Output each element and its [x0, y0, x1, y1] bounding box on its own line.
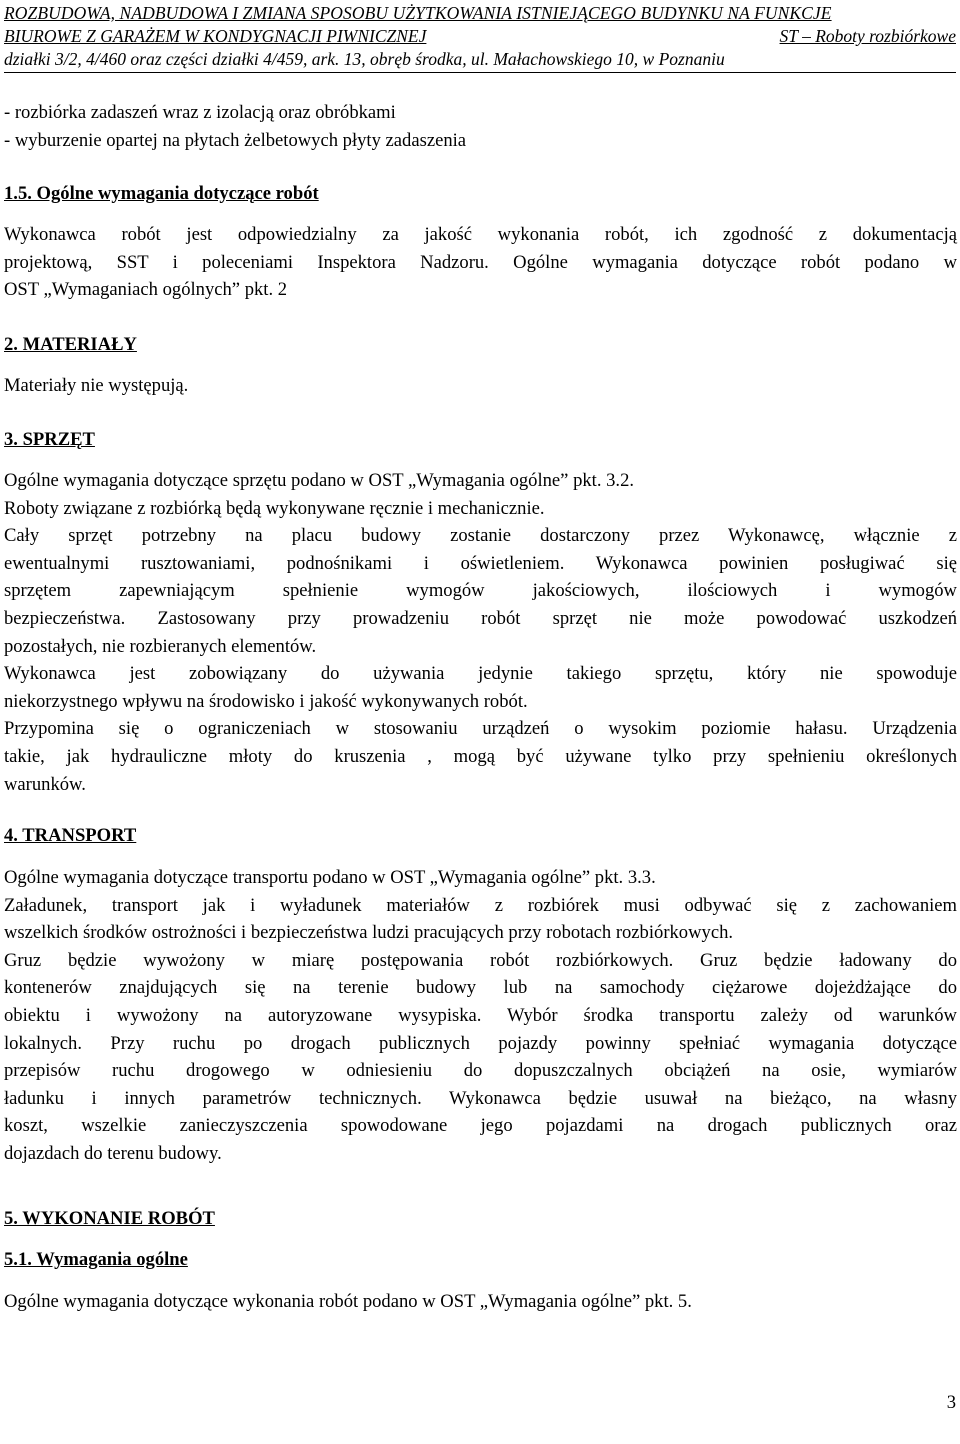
paragraph-line: lokalnych. Przy ruchu po drogach publicznych pojazdy powinny spełniać wymagania dotyczące: [4, 1032, 957, 1054]
paragraph-line: wszelkich środków ostrożności i bezpieczeństwa ludzi pracujących przy robotach rozbiórkowych.: [4, 922, 734, 944]
paragraph-line: Ogólne wymagania dotyczące wykonania robót podano w OST „Wymagania ogólne” pkt. 5.: [4, 1291, 692, 1312]
paragraph-line: sprzętem zapewniającym spełnienie wymogów jakościowych, ilościowych i wymogów: [4, 580, 957, 602]
paragraph-line: Ogólne wymagania dotyczące sprzętu podano w OST „Wymagania ogólne” pkt. 3.2.: [4, 470, 635, 491]
section-3-body: [4, 467, 957, 798]
paragraph-line: obiektu i wywożony na autoryzowane wysypiska. Wybór środka transportu zależy od warunków: [4, 1004, 957, 1026]
paragraph-line: Gruz będzie wywożony w miarę postępowania robót rozbiórkowych. Gruz będzie ładowany do: [4, 949, 957, 971]
paragraph-line: OST „Wymaganiach ogólnych” pkt. 2: [4, 279, 288, 301]
header-project-title: ROZBUDOWA, NADBUDOWA I ZMIANA SPOSOBU UŻYTKOWANIA ISTNIEJĄCEGO BUDYNKU NA FUNKCJE: [4, 3, 832, 23]
paragraph-line: pozostałych, nie rozbieranych elementów.: [4, 635, 317, 657]
list-item: - rozbiórka zadaszeń wraz z izolacją oraz obróbkami: [4, 102, 396, 123]
header-project-subtitle: BIUROWE Z GARAŻEM W KONDYGNACJI PIWNICZNEJ: [4, 26, 427, 46]
section-heading: 4. TRANSPORT: [4, 825, 137, 846]
header-location: działki 3/2, 4/460 oraz części działki 4/459, ark. 13, obręb środka, ul. Małachowskiego 10, w Poznaniu: [4, 49, 725, 69]
paragraph-line: warunków.: [4, 773, 86, 795]
list-item: - wyburzenie opartej na płytach żelbetowych płyty zadaszenia: [4, 129, 467, 151]
header-spec-name: ST – Roboty rozbiórkowe: [779, 26, 956, 46]
section-2-body: [4, 372, 957, 400]
paragraph-line: ładunku i innych parametrów technicznych. Wykonawca będzie usuwał na bieżąco, na własny: [4, 1087, 957, 1109]
demolition-list: [4, 99, 957, 154]
section-3: [4, 426, 957, 454]
header-line-2: [4, 25, 956, 47]
paragraph-line: Przypomina się o ograniczeniach w stosowaniu urządzeń o wysokim poziomie hałasu. Urządzenia: [4, 718, 957, 740]
section-heading: 3. SPRZĘT: [4, 429, 95, 450]
section-heading: 2. MATERIAŁY: [4, 334, 137, 355]
paragraph-line: niekorzystnego wpływu na środowisko i jakość wykonywanych robót.: [4, 690, 528, 712]
paragraph-line: bezpieczeństwa. Zastosowany przy prowadzeniu robót sprzęt nie może powodować uszkodzeń: [4, 607, 957, 629]
paragraph-line: Roboty związane z rozbiórką będą wykonywane ręcznie i mechanicznie.: [4, 497, 545, 519]
paragraph-line: Załadunek, transport jak i wyładunek materiałów z rozbiórek musi odbywać się z zachowaniem: [4, 894, 957, 916]
section-2: [4, 331, 957, 359]
paragraph-line: Wykonawca jest zobowiązany do używania jedynie takiego sprzętu, który nie spowoduje: [4, 663, 957, 685]
section-5: [4, 1205, 957, 1233]
section-5-1: [4, 1246, 957, 1274]
paragraph-line: Wykonawca robót jest odpowiedzialny za jakość wykonania robót, ich zgodność z dokumentacją: [4, 224, 957, 245]
paragraph-line: Materiały nie występują.: [4, 375, 189, 396]
section-heading: 1.5. Ogólne wymagania dotyczące robót: [4, 183, 319, 204]
paragraph-line: przepisów ruchu drogowego w odniesieniu do dopuszczalnych obciążeń na osie, wymiarów: [4, 1060, 957, 1082]
section-4-body: [4, 864, 957, 1168]
paragraph-line: koszt, wszelkie zanieczyszczenia spowodowane jego pojazdami na drogach publicznych oraz: [4, 1115, 957, 1137]
page-number: 3: [946, 1392, 956, 1413]
paragraph-line: dojazdach do terenu budowy.: [4, 1142, 222, 1164]
paragraph-line: ewentualnymi rusztowaniami, podnośnikami i oświetleniem. Wykonawca powinien posługiwać się: [4, 552, 957, 574]
header-divider: [4, 72, 956, 73]
subsection-heading: 5.1. Wymagania ogólne: [4, 1249, 188, 1270]
paragraph-line: projektową, SST i poleceniami Inspektora Nadzoru. Ogólne wymagania dotyczące robót podano w: [4, 251, 957, 273]
section-heading: 5. WYKONANIE ROBÓT: [4, 1208, 215, 1229]
section-5-1-body: [4, 1288, 957, 1316]
section-4: [4, 822, 957, 850]
paragraph-line: takie, jak hydrauliczne młoty do kruszenia , mogą być używane tylko przy spełnieniu określonych: [4, 745, 957, 767]
section-1-5-body: [4, 221, 957, 304]
paragraph-line: Ogólne wymagania dotyczące transportu podano w OST „Wymagania ogólne” pkt. 3.3.: [4, 867, 656, 888]
paragraph-line: Cały sprzęt potrzebny na placu budowy zostanie dostarczony przez Wykonawcę, włącznie z: [4, 525, 957, 547]
section-1-5: [4, 180, 957, 208]
paragraph-line: kontenerów znajdujących się na terenie budowy lub na samochody ciężarowe dojeżdżające do: [4, 977, 957, 999]
